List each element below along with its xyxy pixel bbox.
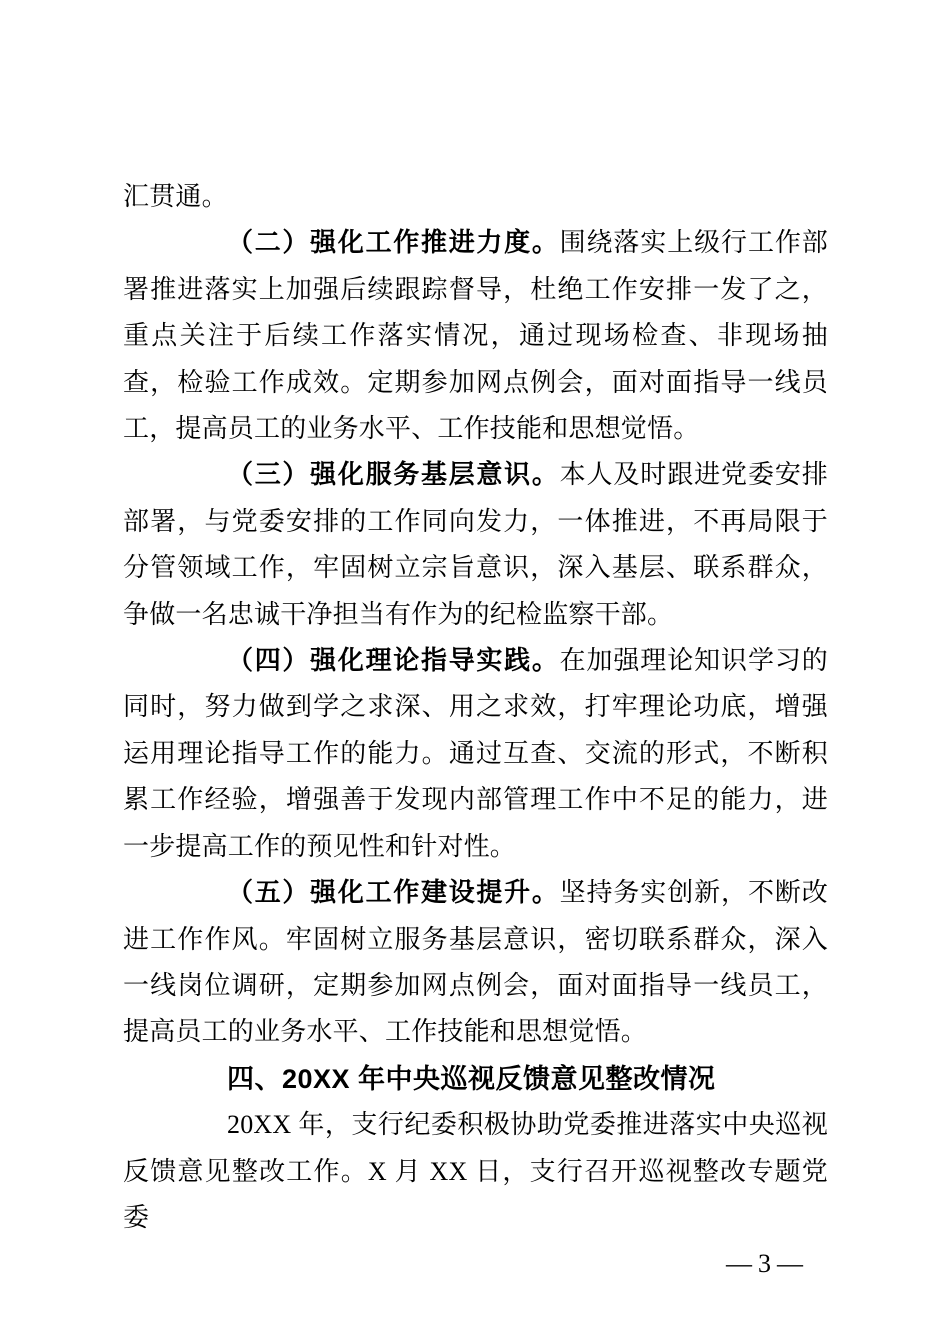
paragraph-4-body: 在加强理论知识学习的同时，努力做到学之求深、用之求效，打牢理论功底，增强运用理论指导工作的能力。通过互查、交流的形式，不断积累工作经验，增强善于发现内部管理工作中不足的能力，进一步提高工作的预见性和针对性。 xyxy=(123,646,828,861)
paragraph-5-body: 坚持务实创新，不断改进工作作风。牢固树立服务基层意识，密切联系群众，深入一线岗位调研，定期参加网点例会，面对面指导一线员工，提高员工的业务水平、工作技能和思想觉悟。 xyxy=(123,878,828,1047)
paragraph-2-lead: （二）强化工作推进力度。 xyxy=(227,228,560,258)
page-content xyxy=(123,174,828,1288)
paragraph-3 xyxy=(123,452,828,638)
paragraph-4-lead: （四）强化理论指导实践。 xyxy=(227,646,560,676)
paragraph-3-lead: （三）强化服务基层意识。 xyxy=(227,460,560,490)
paragraph-2 xyxy=(123,220,828,452)
paragraph-4 xyxy=(123,638,828,870)
paragraph-3-body: 本人及时跟进党委安排部署，与党委安排的工作同向发力，一体推进，不再局限于分管领域工作，牢固树立宗旨意识，深入基层、联系群众，争做一名忠诚干净担当有作为的纪检监察干部。 xyxy=(123,460,828,629)
paragraph-5-lead: （五）强化工作建设提升。 xyxy=(227,878,560,908)
paragraph-5 xyxy=(123,870,828,1056)
paragraph-2-body: 围绕落实上级行工作部署推进落实上加强后续跟踪督导，杜绝工作安排一发了之，重点关注于后续工作落实情况，通过现场检查、非现场抽查，检验工作成效。定期参加网点例会，面对面指导一线员工，提高员工的业务水平、工作技能和思想觉悟。 xyxy=(123,228,828,444)
paragraph-continuation: 汇贯通。 xyxy=(123,182,228,211)
page-number: —3— xyxy=(726,1249,809,1279)
closing-paragraph: 20XX 年，支行纪委积极协助党委推进落实中央巡视反馈意见整改工作。X 月 XX 日，支行召开巡视整改专题党委 xyxy=(123,1110,828,1232)
section-heading: 四、20XX 年中央巡视反馈意见整改情况 xyxy=(227,1063,716,1094)
